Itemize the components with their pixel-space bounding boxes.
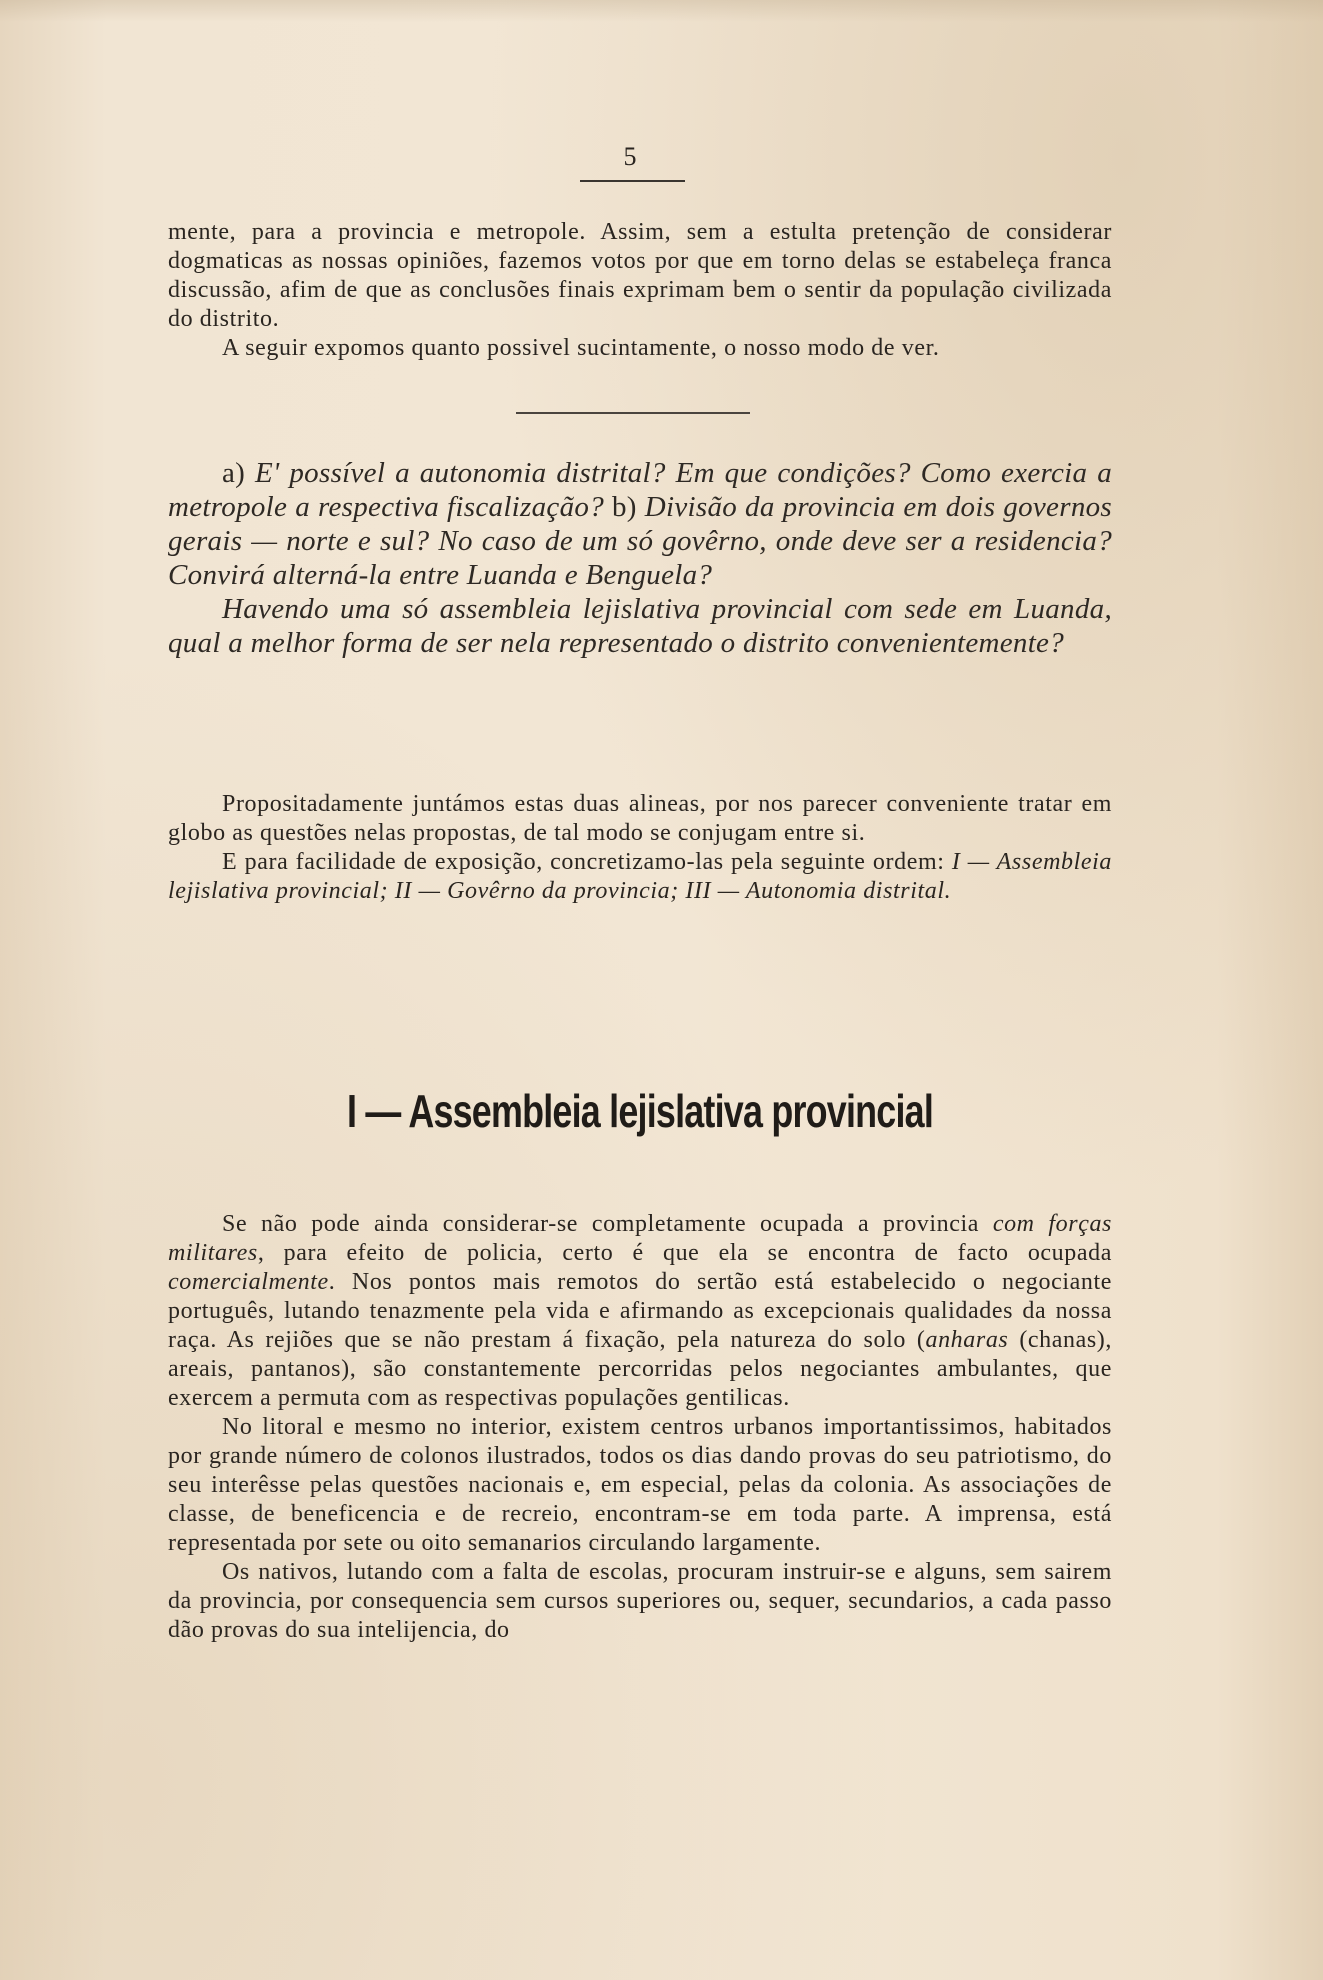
- page-number-underline: [580, 180, 685, 182]
- intro-paragraph-1: mente, para a provincia e metropole. Assim, sem a estulta pretenção de considerar dogmaticas as nossas opiniões, fazemos votos por que em torno delas se estabeleça franca discussão, afim de que as conclusões finais exprimam bem o sentir da população civilizada do distrito.: [168, 219, 1112, 332]
- question-paragraph-2: Havendo uma só assembleia lejislativa provincial com sede em Luanda, qual a melhor forma de ser nela representado o distrito convenientemente?: [168, 593, 1112, 659]
- section-heading: I — Assembleia lejislativa provincial: [346, 1085, 934, 1137]
- section-paragraph-2: No litoral e mesmo no interior, existem centros urbanos importantissimos, habitados por grande número de colonos ilustrados, todos os dias dando provas do seu patriotismo, do seu interêsse pelas questões nacionais e, em especial, pelas da colonia. As associações de classe, de beneficencia e de recreio, encontram-se em toda parte. A imprensa, está representada por sete ou oito semanarios circulando largamente.: [168, 1414, 1112, 1556]
- intro-paragraph-2: A seguir expomos quanto possivel sucintamente, o nosso modo de ver.: [222, 335, 940, 361]
- text-run: (chanas), areais, pantanos), são constantemente percorridas pelos negociantes ambulantes, que exercem a permuta com as respectivas populações gentilicas.: [168, 1327, 1112, 1411]
- method-paragraph-1: Propositadamente juntámos estas duas alineas, por nos parecer conveniente tratar em globo as questões nelas propostas, de tal modo se conjugam entre si.: [168, 791, 1112, 846]
- page-number: 5: [623, 142, 637, 171]
- method-text: [168, 790, 1112, 906]
- text-run: . Nos pontos mais remotos do sertão está estabelecido o negociante português, lutando tenazmente pela vida e afirmando as excepcionais qualidades da nossa raça. As rejiões que se não prestam á fixação, pela natureza do solo (: [168, 1269, 1112, 1353]
- method-lead: E para facilidade de exposição, concretizamo-las pela seguinte ordem:: [222, 849, 952, 875]
- question-paragraph-1: [168, 456, 1112, 592]
- emphasis-run: com forças militares: [168, 1211, 1112, 1266]
- method-items: I — Assembleia lejislativa provincial; II — Govêrno da provincia; III — Autonomia distrital.: [168, 849, 1112, 904]
- section-paragraph-3: Os nativos, lutando com a falta de escolas, procuram instruir-se e alguns, sem sairem da provincia, por consequencia sem cursos superiores ou, sequer, secundarios, a cada passo dão provas do sua intelijencia, do: [168, 1559, 1112, 1643]
- section-separator: [516, 412, 750, 414]
- section-body: [168, 1210, 1112, 1645]
- section-paragraph-1: [168, 1210, 1112, 1413]
- text-run: Se não pode ainda considerar-se completamente ocupada a provincia: [222, 1211, 993, 1237]
- question-a-text: E' possível a autonomia distrital? Em que condições? Como exercia a metropole a respectiva fiscalização?: [168, 457, 1112, 523]
- text-run: , para efeito de policia, certo é que ela se encontra de facto ocupada: [257, 1240, 1112, 1266]
- questions-block: [168, 456, 1112, 660]
- emphasis-run: comercialmente: [168, 1269, 329, 1295]
- emphasis-run: anharas: [925, 1327, 1009, 1353]
- question-b-text: Divisão da provincia em dois governos gerais — norte e sul? No caso de um só govêrno, onde deve ser a residencia? Convirá alterná-la entre Luanda e Benguela?: [168, 491, 1112, 591]
- paper-edge-shading: [0, 0, 1323, 22]
- method-paragraph-2: [168, 848, 1112, 906]
- item-marker-a: a): [222, 457, 246, 489]
- item-marker-b: b): [604, 491, 637, 523]
- intro-text: [168, 218, 1112, 363]
